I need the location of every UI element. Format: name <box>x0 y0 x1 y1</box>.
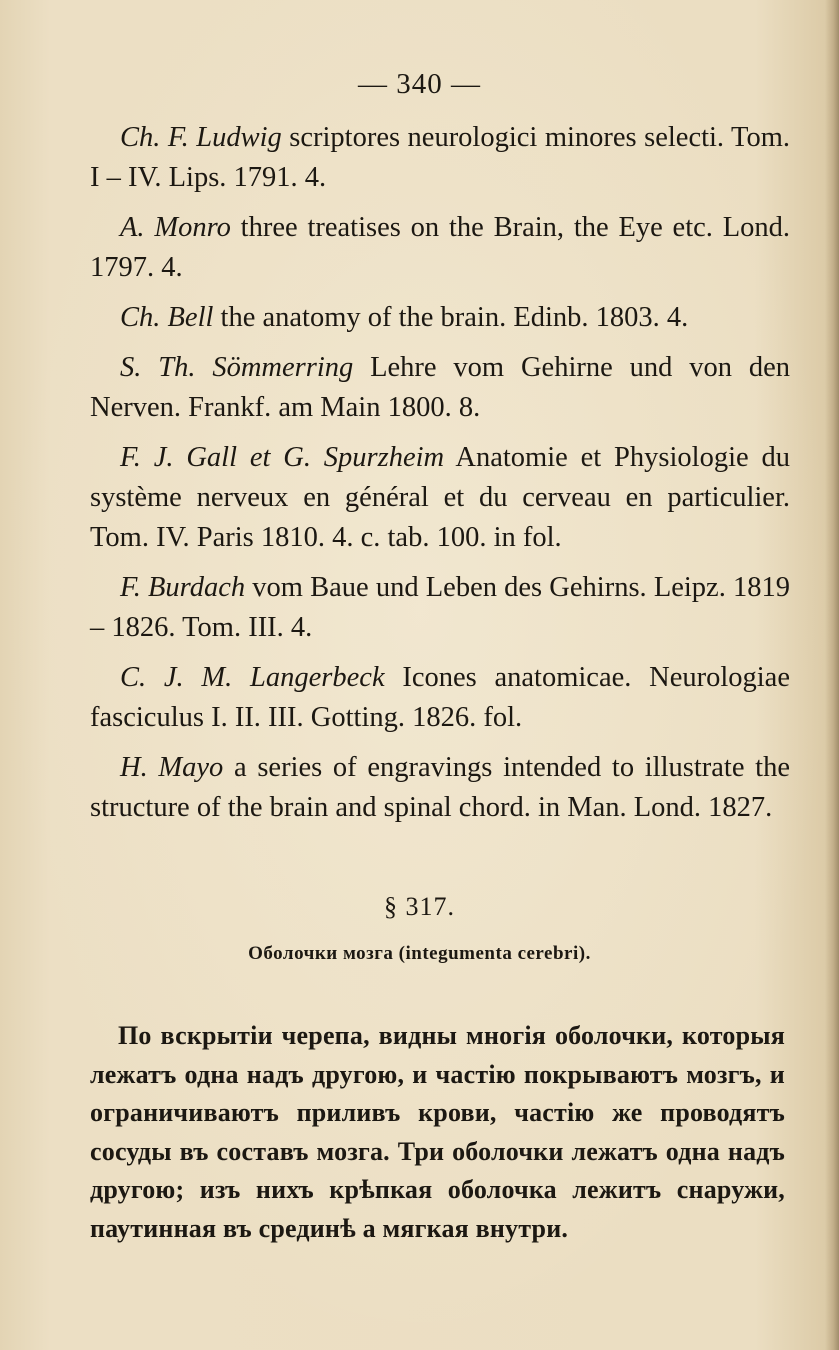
work-title: the anatomy of the brain. Edinb. 1803. 4. <box>213 302 689 333</box>
bibliography-entry <box>90 568 790 648</box>
author-name: A. Monro <box>120 212 231 243</box>
bibliography-list <box>90 118 790 838</box>
body-paragraph: По вскрытіи черепа, видны многія оболочки, которыя лежатъ одна надъ другою, и частію покрываютъ мозгъ, и ограничиваютъ приливъ крови, частію же проводятъ сосуды въ составъ мозга. Три оболочки лежатъ одна надъ другою; изъ нихъ крѣпкая оболочка лежитъ снаружи, паутинная въ срединѣ а мягкая внутри. <box>90 1021 785 1243</box>
work-title: Icones anatomicae. Neurologiae fasciculus I. II. III. Gotting. 1826. fol. <box>90 662 790 733</box>
page-number: — 340 — <box>358 68 481 100</box>
author-name: C. J. M. Langerbeck <box>120 662 385 693</box>
bibliography-entry <box>90 748 790 828</box>
author-name: Ch. F. Ludwig <box>120 122 282 153</box>
author-name: F. J. Gall et G. Spurzheim <box>120 442 445 473</box>
work-title: scriptores neurologici minores selecti. Tom. I – IV. Lips. 1791. 4. <box>90 122 790 193</box>
author-name: Ch. Bell <box>120 302 214 333</box>
work-title: three treatises on the Brain, the Eye etc. Lond. 1797. 4. <box>90 212 790 283</box>
author-name: H. Mayo <box>120 752 224 783</box>
section-title: Оболочки мозга (integumenta cerebri). <box>248 943 591 964</box>
work-title: vom Baue und Leben des Gehirns. Leipz. 1819 – 1826. Tom. III. 4. <box>90 572 790 643</box>
work-title: a series of engravings intended to illustrate the structure of the brain and spinal chord. in Man. Lond. 1827. <box>90 752 790 823</box>
bibliography-entry <box>90 208 790 288</box>
author-name: S. Th. Sömmerring <box>120 352 354 383</box>
bibliography-entry <box>90 118 790 198</box>
bibliography-entry <box>90 438 790 558</box>
section-number: § 317. <box>384 892 455 921</box>
work-title: Lehre vom Gehirne und von den Nerven. Frankf. am Main 1800. 8. <box>90 352 790 423</box>
author-name: F. Burdach <box>120 572 246 603</box>
bibliography-entry <box>90 298 790 338</box>
work-title: Anatomie et Physiologie du système nerveux en général et du cerveau en particulier. Tom. IV. Paris 1810. 4. c. tab. 100. in fol. <box>90 442 790 553</box>
page-edge-shadow <box>825 0 839 1350</box>
bibliography-entry <box>90 348 790 428</box>
bibliography-entry <box>90 658 790 738</box>
